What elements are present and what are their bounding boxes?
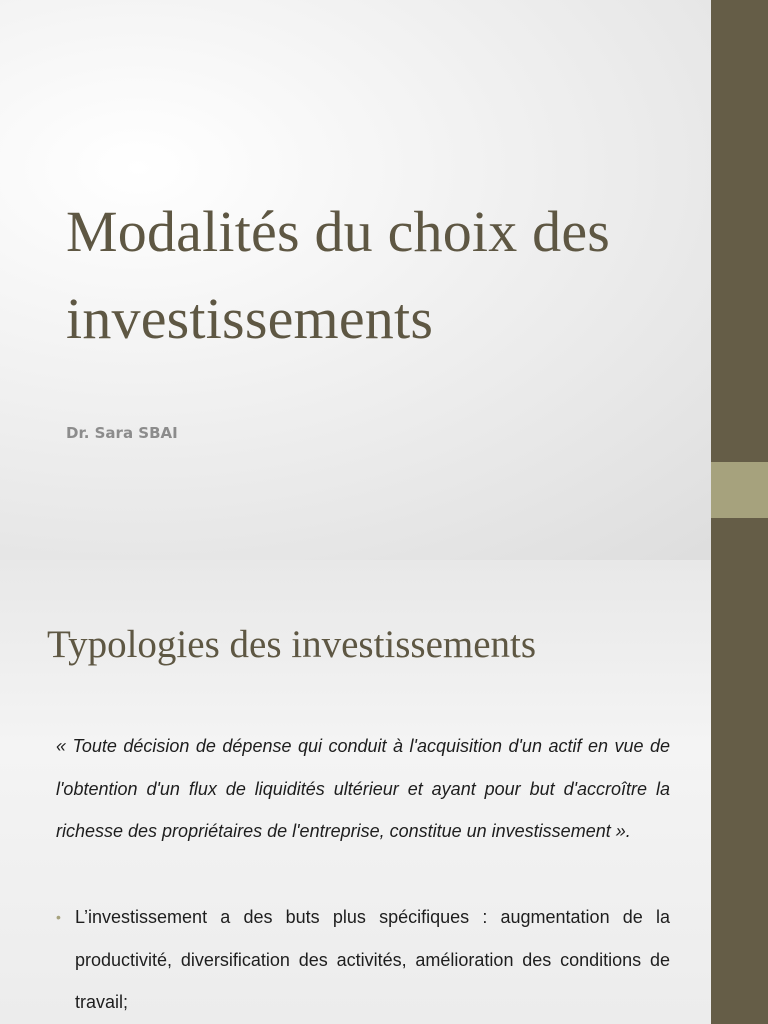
slide-heading: Typologies des investissements (47, 623, 537, 666)
bullet-text: L’investissement a des buts plus spécifiques : augmentation de la productivité, diversification des activités, amélioration des conditions de travail; (75, 907, 670, 1012)
definition-quote: « Toute décision de dépense qui conduit à l'acquisition d'un actif en vue de l'obtention d'un flux de liquidités ultérieur et ayant pour but d'accroître la richesse des propriétaires de l'entreprise, constitue un investissement ». (56, 736, 670, 841)
side-accent-block (711, 462, 768, 518)
bullet-marker-icon: • (56, 909, 61, 925)
slide-title: Modalités du choix des investissements (66, 199, 611, 351)
content-slide (0, 560, 768, 1024)
slide-subtitle-author: Dr. Sara SBAI (66, 424, 178, 442)
bullet-item (56, 896, 670, 1024)
